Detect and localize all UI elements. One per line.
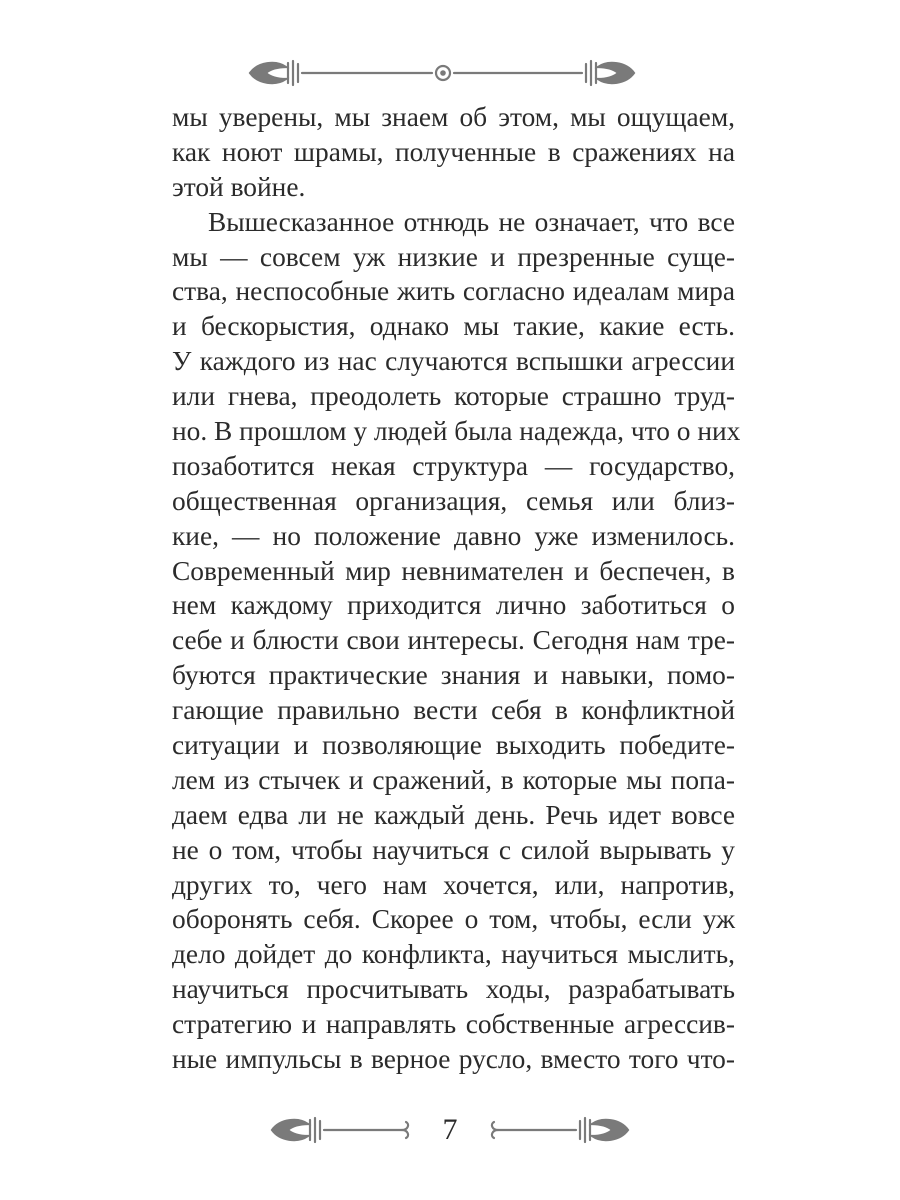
text-line: позаботится некая структура — государство, <box>172 450 735 481</box>
text-line: себе и блюсти свои интересы. Сегодня нам тре- <box>172 625 735 656</box>
text-line: мы — совсем уж низкие и презренные суще- <box>172 241 735 272</box>
text-line: и бескорыстия, однако мы такие, какие есть. <box>172 311 735 342</box>
text-line: гающие правильно вести себя в конфликтной <box>172 695 735 726</box>
body-text <box>172 100 741 1077</box>
text-line: ства, неспособные жить согласно идеалам мира <box>172 276 735 307</box>
text-line: мы уверены, мы знаем об этом, мы ощущаем, <box>172 102 735 132</box>
text-line: общественная организация, семья или близ- <box>172 485 735 516</box>
text-line: или гнева, преодолеть которые страшно труд- <box>172 381 735 412</box>
text-line: Вышесказанное отнюдь не означает, что все <box>208 206 735 237</box>
text-line: У каждого из нас случаются вспышки агрессии <box>172 346 735 377</box>
text-line: оборонять себя. Скорее о том, чтобы, если уж <box>172 904 735 935</box>
text-line: стратегию и направлять собственные агрессив- <box>172 1009 735 1040</box>
text-line: этой войне. <box>172 171 306 202</box>
text-line: ситуации и позволяющие выходить победите- <box>172 730 735 761</box>
text-line: ные импульсы в верное русло, вместо того что- <box>172 1044 735 1075</box>
text-line: лем из стычек и сражений, в которые мы попа- <box>172 764 735 795</box>
text-line: даем едва ли не каждый день. Речь идет вовсе <box>172 799 735 830</box>
text-line: дело дойдет до конфликта, научиться мыслить, <box>172 939 735 970</box>
top-ornament-divider-icon <box>0 54 900 92</box>
text-line: Современный мир невнимателен и беспечен, в <box>172 555 735 586</box>
text-line: но. В прошлом у людей была надежда, что о них <box>172 416 741 447</box>
text-line: научиться просчитывать ходы, разрабатывать <box>172 974 735 1005</box>
page-number: 7 <box>442 1113 458 1146</box>
text-line: кие, — но положение давно уже изменилось. <box>172 520 735 551</box>
text-line: других то, чего нам хочется, или, напротив, <box>172 869 735 900</box>
text-line: нем каждому приходится лично заботиться о <box>172 590 735 621</box>
text-line: не о том, чтобы научиться с силой вырывать у <box>172 834 735 865</box>
text-line: как ноют шрамы, полученные в сражениях на <box>172 136 735 167</box>
text-line: буются практические знания и навыки, помо- <box>172 660 735 691</box>
